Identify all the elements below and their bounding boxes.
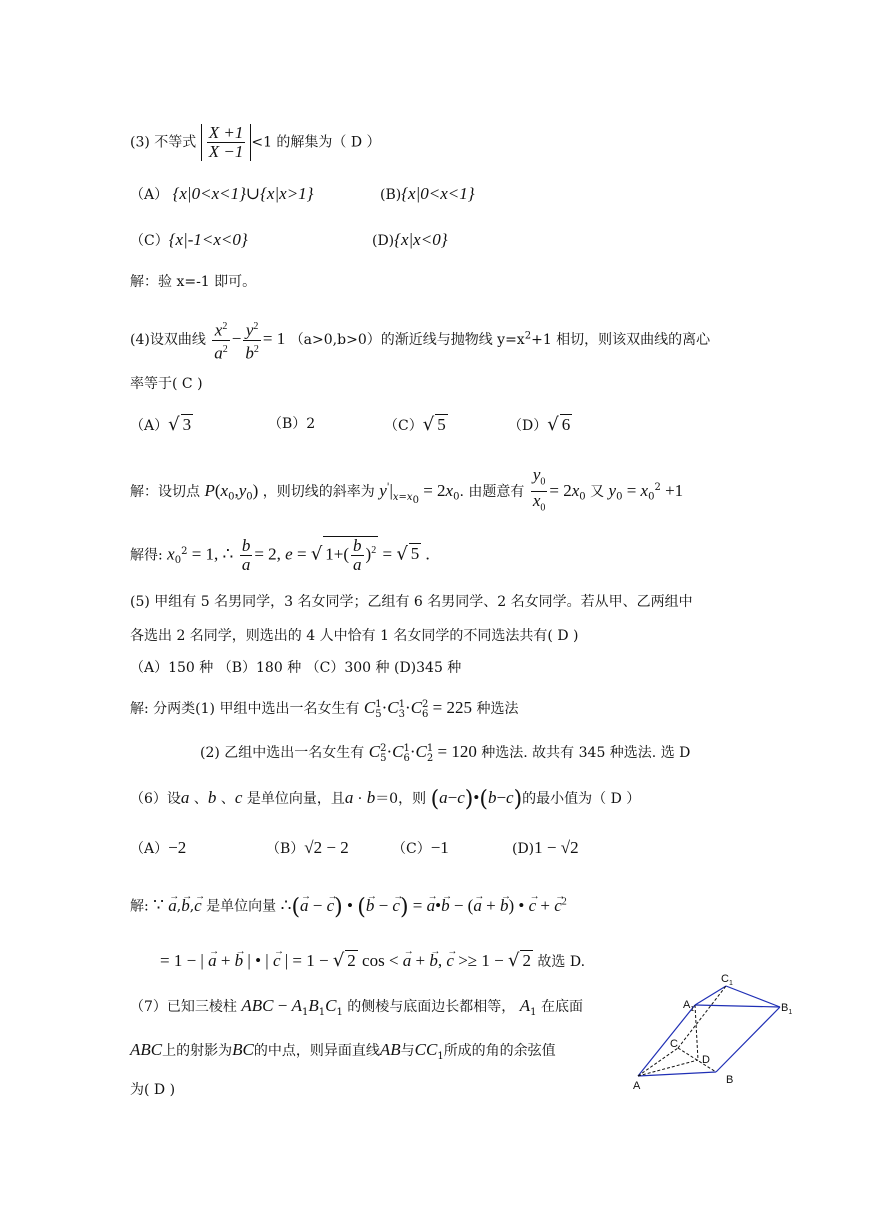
q6-solution-a: 解: ∵ → a,→ b,→ c 是单位向量 ∴(→ a − → c) • (→ b − → c) = → a•→ b − (→ a + → b) • → c + → $c^2$ (130, 892, 567, 918)
q3-option-b: (B){x|0<x<1} (380, 184, 475, 203)
edge-aa1 (638, 1005, 695, 1076)
hidden-edge-ac (638, 1048, 678, 1076)
q5-solution-a: 解: 分两类(1) 甲组中选出一名女生有 C $_{1 5}$·C $_{1 3}$·C $_{2 6}$ = 225 种选法 (130, 698, 519, 720)
label-b: B (726, 1074, 734, 1086)
q7-line1: （7）已知三棱柱 ABC − $A_1B_1C_1$ 的侧棱与底面边长都相等， $A_1$ 在底面 (130, 996, 583, 1018)
label-c: C (670, 1038, 678, 1050)
label-a: A (633, 1080, 641, 1090)
prism-figure (628, 970, 798, 1090)
q5-stem-line2: 各选出 2 名同学，则选出的 4 人中恰有 1 名女同学的不同选法共有( D ) (130, 628, 579, 644)
label-c1: $C_1$ (721, 973, 733, 987)
q3-abs-fraction: $\frac{X +1}{X -1}$ (201, 124, 252, 161)
q6-solution-b: = 1 − | → a + → b | • | → c | = 1 − √ 2 cos < → a + → b, → c >≥ 1 − √ 2 故选 D. (160, 950, 585, 972)
q4-stem: (4)设双曲线 $\frac{x^2}{a^2}$ − $\frac{y^2}{b^2}$ = 1 （a>0,b>0）的渐近线与抛物线 $y=x^2+1$ 相切，则该双曲线的离心 (130, 318, 710, 362)
q6-option-a: （A）−2 (130, 838, 187, 857)
edge-a1b1 (695, 1005, 780, 1007)
q5-stem-line1: (5) 甲组有 5 名男同学，3 名女同学；乙组有 6 名男同学、2 名女同学。若从甲、乙两组中 (130, 594, 693, 610)
q6-option-d: (D)1 − √2 (512, 838, 579, 857)
q4-option-b: （B）2 (268, 416, 316, 432)
q4-option-d: （D）√ 6 (508, 414, 571, 435)
q4-option-c: （C）√ 5 (384, 414, 446, 435)
q4-stem-line2: 率等于( C ) (130, 376, 203, 392)
q7-line3: 为( D ) (130, 1082, 176, 1098)
q3-option-a: （A） {x|0<x<1}∪{x|x>1} (130, 184, 314, 203)
q6-option-c: （C）−1 (392, 838, 449, 857)
q3-solution: 解：验 x=-1 即可。 (130, 274, 257, 290)
edge-b1c1 (726, 986, 780, 1007)
label-d: D (702, 1054, 710, 1066)
edge-bb1 (716, 1007, 780, 1072)
label-a1: $A_1$ (683, 999, 695, 1013)
q3-option-c: （C）{x|-1<x<0} (130, 230, 248, 249)
q7-line2: ABC上的射影为BC的中点，则异面直线AB与$CC_1$所成的角的余弦值 (130, 1040, 556, 1062)
q4-solution-b: 解得: $x_0^2 = 1$, ∴ $\frac{b}{a}$ = 2, e = √ 1+( $\frac{b}{a}$ )$^2$ = √ 5 . (130, 535, 430, 574)
q3-option-d: (D){x|x<0} (372, 230, 448, 249)
q6-stem: （6）设a 、b 、c 是单位向量，且a · b＝0，则 (a−c)•(b−c)的最小值为（ D ） (130, 787, 641, 812)
q4-solution-a: 解：设切点 $P(x_0,y_0)$ ，则切线的斜率为 $y'|_{x=x_0} = 2x_0$. 由题意有 $\frac{y_0}{x_0}$ = $2x_0$ 又 $y_0 = x_0^2 +1$ (130, 465, 684, 514)
hidden-edge-a1d (695, 1005, 698, 1060)
q5-options: （A）150 种 （B）180 种 （C）300 种 (D)345 种 (130, 660, 462, 676)
label-b1: $B_1$ (781, 1002, 793, 1016)
q3-stem: (3) 不等式 $\frac{X +1}{X -1}$ <1 的解集为（ D ） (130, 123, 381, 161)
q4-option-a: （A）√ 3 (130, 414, 192, 435)
q5-solution-b: (2) 乙组中选出一名女生有 C $_{2 5}$·C $_{1 6}$·C $_{1 2}$ = 120 种选法. 故共有 345 种选法. 选 D (200, 742, 691, 764)
q6-option-b: （B）√2 − 2 (266, 838, 349, 857)
edge-a1c1 (695, 986, 726, 1005)
